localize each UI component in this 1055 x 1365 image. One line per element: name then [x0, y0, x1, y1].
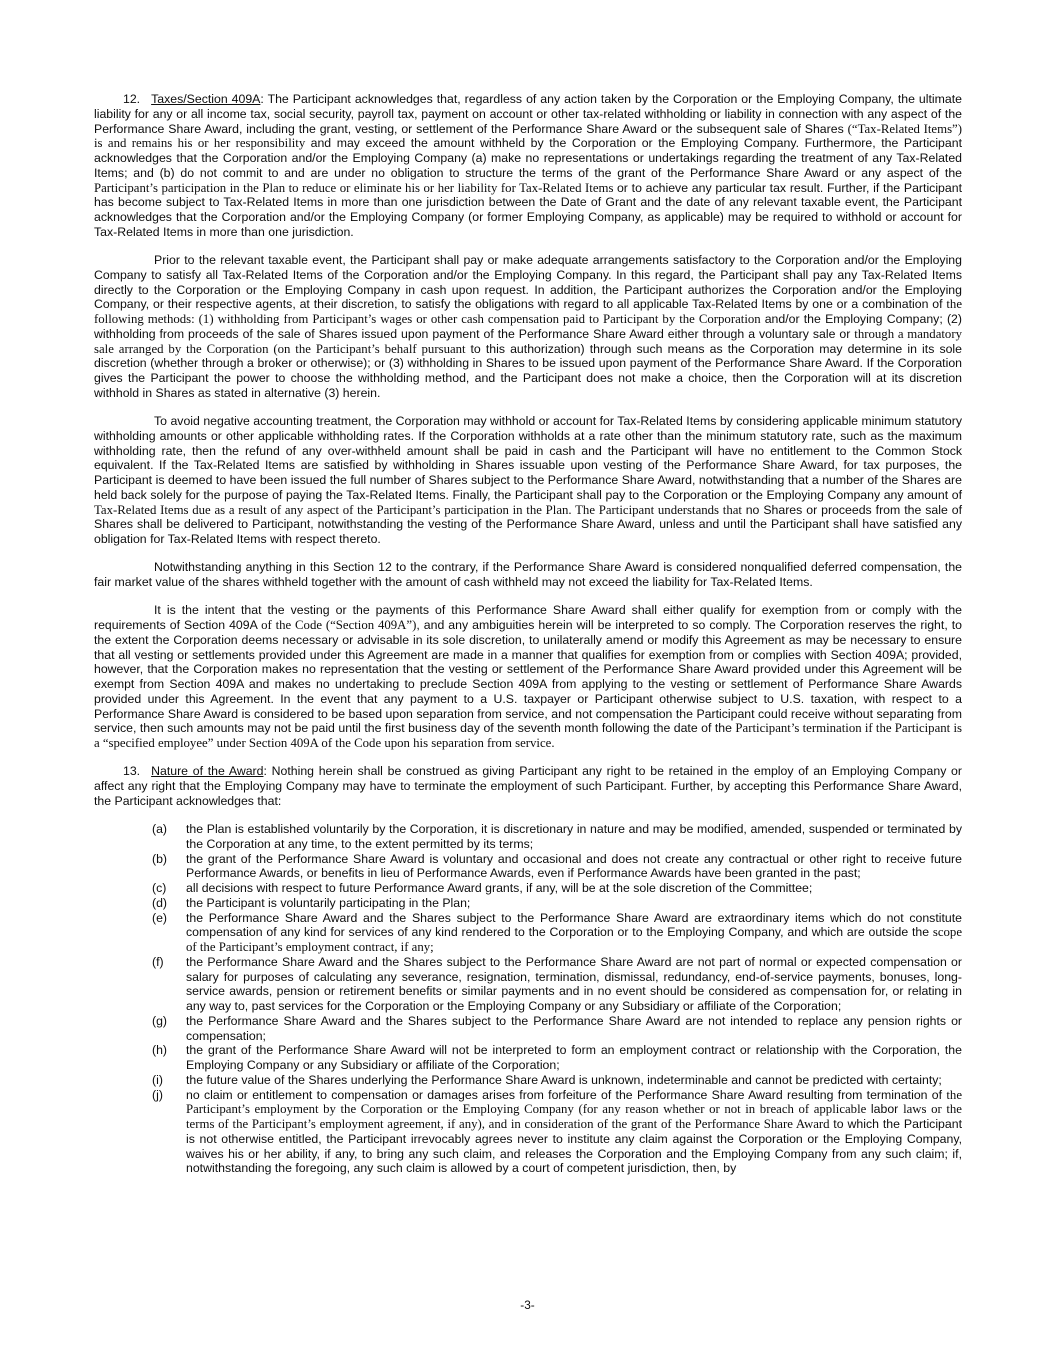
text-run: and may exceed the amount withheld by the Corporation or the Employing Company. Furthermore, the Participant acknowledges that the Corporation and/or the Employing Company (a) make no representations or undertakings regarding the treatment of any Tax-Related Items; and (b) do not commit to and are under no obligation to structure the terms of the grant of the Performance Share Award or any aspect of the	[94, 136, 962, 180]
acknowledgement-item-g	[94, 1014, 962, 1044]
section-12-paragraph	[94, 92, 962, 240]
list-item-label: (j)	[152, 1087, 163, 1102]
text-run: the Performance Share Award and the Shares subject to the Performance Share Award are not intended to replace any pension rights or compensation;	[186, 1013, 962, 1043]
text-run: Participant’s termination if the Participant is a “specified employee” under Section 409A of the Code upon his separation from service.	[94, 721, 962, 750]
text-run: and/or the Employing Company; (2) withholding from proceeds of the sale of Shares issued upon payment of the Performance Share Award either through a voluntary sale or	[94, 312, 962, 341]
text-run: (“Tax-Related Items”) is and remains his or her responsibility	[94, 121, 962, 151]
text-run: the Plan is established voluntarily by the Corporation, it is discretionary in nature and may be modified, amended, suspended or terminated by the Corporation at any time, to the extent permitted by its terms;	[186, 822, 962, 851]
acknowledgement-item-h	[94, 1043, 962, 1073]
text-run: Notwithstanding anything in this Section 12 to the contrary, if the Performance Share Award is considered nonqualified deferred compensation, the fair market value of the shares withheld together with the amount of cash withheld may not exceed the liability for Tax-Related Items.	[94, 560, 962, 589]
acknowledgement-item-c	[94, 881, 962, 896]
section-heading: Taxes/Section 409A	[151, 92, 261, 106]
text-run: to which the Participant is not otherwise entitled, the Participant irrevocably agrees never to institute any claim against the Corporation or the Employing Company, waives his or her ability, if any, to bring any such claim, and releases the Corporation and the Employing Company from any such claim; if, notwithstanding the foregoing, any such claim is allowed by a court of competent jurisdiction, then, by	[186, 1117, 962, 1176]
section-number: 12.	[123, 92, 141, 106]
text-run: no claim or entitlement to compensation or damages arises from forfeiture of the Performance Share Award resulting from termination of	[186, 1087, 947, 1102]
text-run: the Performance Share Award and the Shares subject to the Performance Share Award are not part of normal or expected compensation or salary for purposes of calculating any severance, resignation, termination, dismissal, redundancy, end-of-service payments, bonuses, long-service awards, pension or retirement benefits or similar payments and in no event should be considered as compensation for, or relating in any way to, past services for the Corporation or the Employing Company or any Subsidiary or affiliate of the Corporation;	[186, 954, 962, 1013]
text-run: :	[263, 764, 272, 779]
section-13-paragraph	[94, 764, 962, 808]
text-run: , and any ambiguities herein will be interpreted to so comply. The Corporation reserves the right, to the extent the Corporation deems necessary or advisable in its sole discretion, to unilaterally amend or modify this Agreement as may be necessary to ensure that all vesting or settlements provided under this Agreement are made in a manner that qualifies for exemption from or complies with Section 409A; provided, however, that the Corporation makes no representation that the vesting or settlement of the Performance Share Award provided under this Agreement will be exempt from Section 409A and makes no undertaking to preclude Section 409A from applying to the vesting or settlement of Performance Share Awards provided under this Agreement. In the event that any payment to a U.S. taxpayer or Participant otherwise subject to U.S. taxation, with respect to a Performance Share Award is considered to be based upon separation from service, and not compensation the Participant could receive without separating from service, then such amounts may not be paid until the first business day of the seventh month following the date of the	[94, 618, 962, 736]
text-run: Nothing herein shall be construed as giving Participant any right to be retained in the employ of an Employing Company or affect any right that the Employing Company may have to terminate the employment of such Participant. Further, by accepting this Performance Share Award, the Participant acknowledges that:	[94, 764, 962, 808]
acknowledgement-item-j	[94, 1088, 962, 1177]
list-item-label: (f)	[152, 954, 164, 969]
text-run: or to achieve any particular tax result. Further, if the Participant has become subject to Tax-Related Items in more than one jurisdiction between the Date of Grant and the date of any relevant taxable event, the Participant acknowledges that the Corporation and/or the Employing Company (or former Employing Company, as applicable) may be required to withhold or account for Tax-Related Items in more than one jurisdiction.	[94, 180, 962, 239]
section-number: 13.	[123, 764, 141, 779]
text-run: of the Code (“Section 409A”)	[261, 618, 417, 632]
text-run: It is the intent that the vesting or the payments of this Performance Share Award shall either qualify for exemption from or comply with the requirements of Section 409A	[94, 603, 962, 632]
text-run: the Performance Share Award and the Shares subject to the Performance Share Award are extraordinary items which do not constitute compensation of any kind for services of any kind rendered to the Corporation or to the Employing Company, and which are outside the	[186, 910, 962, 940]
list-item-label: (a)	[152, 822, 168, 836]
page-number: -3-	[520, 1298, 535, 1313]
acknowledgement-item-e	[94, 911, 962, 955]
text-run: the grant of the Performance Share Award will not be interpreted to form an employment contract or relationship with the Corporation, the Employing Company or any Subsidiary or affiliate of the Corporation;	[186, 1043, 962, 1072]
list-item-label: (d)	[152, 895, 168, 910]
text-run: laws or the terms of the Participant’s employment agreement, if any), and in consideration of the grant of the Performance Share Award	[186, 1102, 962, 1131]
acknowledgement-item-f	[94, 955, 962, 1014]
text-run: the Participant’s employment by the Corporation or the Employing Company (for any reason whether or not in breach of applicable	[186, 1087, 962, 1117]
text-run: to this authorization) through such means as the Corporation may determine in its sole discretion (whether through a broker or otherwise); or (3) withholding in Shares to be issued upon payment of the Performance Share Award. If the Corporation gives the Participant the power to choose the withholding method, and the Participant does not make a choice, then the Corporation will at its discretion withhold in Shares as stated in alternative (3) herein.	[94, 341, 963, 400]
list-item-label: (i)	[152, 1072, 163, 1087]
acknowledgement-item-i	[94, 1073, 962, 1088]
text-run: Tax-Related Items due as a result of any aspect of the Participant’s participation in the Plan. The Participant understands that	[94, 502, 746, 517]
list-item-label: (b)	[152, 851, 168, 866]
withholding-methods-paragraph	[94, 253, 962, 401]
document-blocks	[94, 92, 962, 1176]
text-run: no Shares or proceeds from the sale of Shares shall be delivered to Participant, notwithstanding the vesting of the Performance Share Award, unless and until the Participant shall have satisfied any obligation for Tax-Related Items with respect thereto.	[94, 502, 963, 546]
text-run: Prior to the relevant taxable event, the Participant shall pay or make adequate arrangements satisfactory to the Corporation and/or the Employing Company to satisfy all Tax-Related Items of the Corporation and/or the Employing Company. In this regard, the Participant shall pay any Tax-Related Items directly to the Corporation or the Employing Company in cash upon request. In addition, the Participant authorizes the Corporation and/or the Employing Company, or their respective agents, at their discretion, to satisfy the obligations with regard to all applicable Tax-Related Items by one or a combination of	[94, 253, 962, 312]
text-run: the following methods: (1) withholding from Participant’s wages or other cash compensation paid to Participant by the Corporation	[94, 297, 962, 326]
text-run: scope of the Participant’s employment contract, if any;	[186, 925, 962, 954]
text-run: the Participant is voluntarily participating in the Plan;	[186, 895, 471, 910]
text-run: all decisions with respect to future Performance Award grants, if any, will be at the sole discretion of the Committee;	[186, 881, 813, 895]
list-item-label: (h)	[152, 1043, 168, 1058]
list-item-label: (c)	[152, 881, 167, 895]
acknowledgement-item-a	[94, 822, 962, 852]
acknowledgement-item-d	[94, 896, 962, 911]
nonqualified-deferred-compensation-paragraph	[94, 560, 962, 590]
text-run: The Participant acknowledges that, regardless of any action taken by the Corporation or the Employing Company, the ultimate liability for any or all income tax, social security, payroll tax, payment on account or other tax-related withholding or liability in connection with any aspect of the Performance Share Award, including the grant, vesting, or settlement of the Performance Share Award or the subsequent sale of Shares	[94, 92, 962, 136]
section-409a-intent-paragraph	[94, 603, 962, 751]
text-run: the future value of the Shares underlying the Performance Share Award is unknown, indeterminable and cannot be predicted with certainty;	[186, 1072, 942, 1087]
acknowledgement-item-b	[94, 852, 962, 882]
section-heading: Nature of the Award	[151, 764, 264, 779]
text-run: the grant of the Performance Share Award is voluntary and occasional and does not create any contractual or other right to receive future Performance Awards, or benefits in lieu of Performance Awards, even if Performance Awards have been granted in the past;	[186, 851, 962, 881]
text-run: To avoid negative accounting treatment, the Corporation may withhold or account for Tax-Related Items by considering applicable minimum statutory withholding amounts or other applicable withholding rates. If the Corporation withholds at a rate other than the minimum statutory rate, such as the maximum withholding rate, then the refund of any over-withheld amount shall be paid in cash and the Participant will have no entitlement to the Common Stock equivalent. If the Tax-Related Items are satisfied by withholding in Shares issuable upon vesting of the Performance Share Award, for tax purposes, the Participant is deemed to have been issued the full number of Shares subject to the Performance Share Award, notwithstanding that a number of the Shares are held back solely for the purpose of paying the Tax-Related Items. Finally, the Participant shall pay to the Corporation or the Employing Company any amount of	[94, 414, 962, 502]
text-run: through a mandatory sale arranged by the Corporation (on the Participant’s behalf pursuant	[94, 326, 962, 356]
text-run: :	[260, 92, 268, 106]
text-run: Participant’s participation in the Plan to reduce or eliminate his or her liability for Tax-Related Items	[94, 180, 617, 195]
list-item-label: (e)	[152, 910, 168, 925]
accounting-treatment-paragraph	[94, 414, 962, 547]
text-run: labor	[870, 1102, 904, 1117]
list-item-label: (g)	[152, 1013, 168, 1028]
